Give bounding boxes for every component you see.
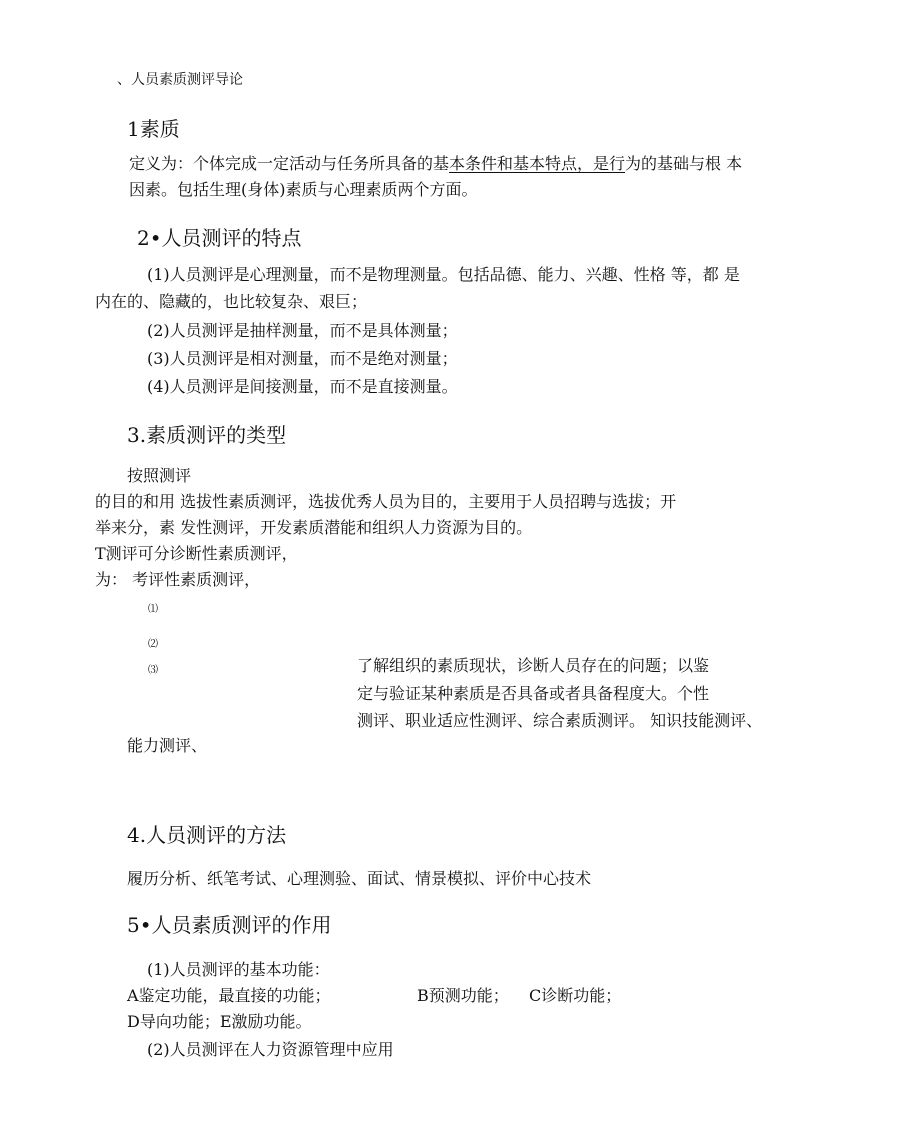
- definition-text-end: 为的基础与根 本: [625, 154, 743, 173]
- section-3-line-4: T测评可分诊断性素质测评，: [95, 544, 298, 563]
- section-1-definition-line-1: [129, 154, 742, 174]
- section-2-point-2: (2)人员测评是抽样测量，而不是具体测量；: [147, 321, 458, 340]
- section-5-point-1: (1)人员测评的基本功能：: [147, 960, 330, 979]
- section-4-methods: 履历分析、纸笔考试、心理测验、面试、情景模拟、评价中心技术: [127, 869, 592, 888]
- section-5-point-2: (2)人员测评在人力资源管理中应用: [147, 1040, 394, 1059]
- section-3-marker-1: ⑴: [148, 604, 158, 615]
- section-3-line-last: 能力测评、: [127, 736, 208, 755]
- section-3-marker-2: ⑵: [148, 639, 158, 650]
- function-b: B预测功能；: [417, 986, 509, 1005]
- section-3-line-1: 按照测评: [127, 466, 192, 485]
- section-3-line-2: 的目的和用 选拔性素质测评，选拔优秀人员为目的，主要用于人员招聘与选拔；开: [95, 492, 677, 511]
- section-3-line-5: 为： 考评性素质测评，: [95, 570, 261, 589]
- section-3-right-line-1: 了解组织的素质现状，诊断人员存在的问题；以鉴: [357, 656, 710, 675]
- section-2-point-1-line-2: 内在的、隐藏的，也比较复杂、艰巨；: [95, 292, 368, 311]
- document-title: 、人员素质测评导论: [117, 72, 243, 88]
- function-a: A鉴定功能，最直接的功能；: [127, 986, 331, 1005]
- section-1-heading: 1素质: [127, 117, 180, 141]
- section-2-point-4: (4)人员测评是间接测量，而不是直接测量。: [147, 377, 458, 396]
- section-4-heading: 4.人员测评的方法: [127, 823, 287, 847]
- section-3-right-line-3: 测评、职业适应性测评、综合素质测评。 知识技能测评、: [357, 711, 763, 730]
- section-1-definition-line-2: 因素。包括生理(身体)素质与心理素质两个方面。: [129, 180, 478, 199]
- section-2-heading: 2•人员测评的特点: [137, 226, 302, 250]
- definition-underlined-text: 本条件和基本特点，是行: [449, 154, 626, 173]
- section-3-heading: 3.素质测评的类型: [127, 423, 287, 447]
- function-c: C诊断功能；: [529, 986, 622, 1005]
- section-3-marker-3: ⑶: [148, 665, 158, 676]
- section-2-point-1-line-1: (1)人员测评是心理测量，而不是物理测量。包括品德、能力、兴趣、性格 等，都 是: [147, 265, 740, 284]
- section-3-right-line-2: 定与验证某种素质是否具备或者具备程度大。个性: [357, 684, 710, 703]
- function-d-e: D导向功能；E激励功能。: [127, 1012, 312, 1031]
- section-2-point-3: (3)人员测评是相对测量，而不是绝对测量；: [147, 349, 458, 368]
- section-3-line-3: 举来分，素 发性测评，开发素质潜能和组织人力资源为目的。: [95, 518, 533, 537]
- section-5-heading: 5•人员素质测评的作用: [127, 913, 332, 937]
- definition-text-start: 定义为：个体完成一定活动与任务所具备的基: [129, 154, 450, 173]
